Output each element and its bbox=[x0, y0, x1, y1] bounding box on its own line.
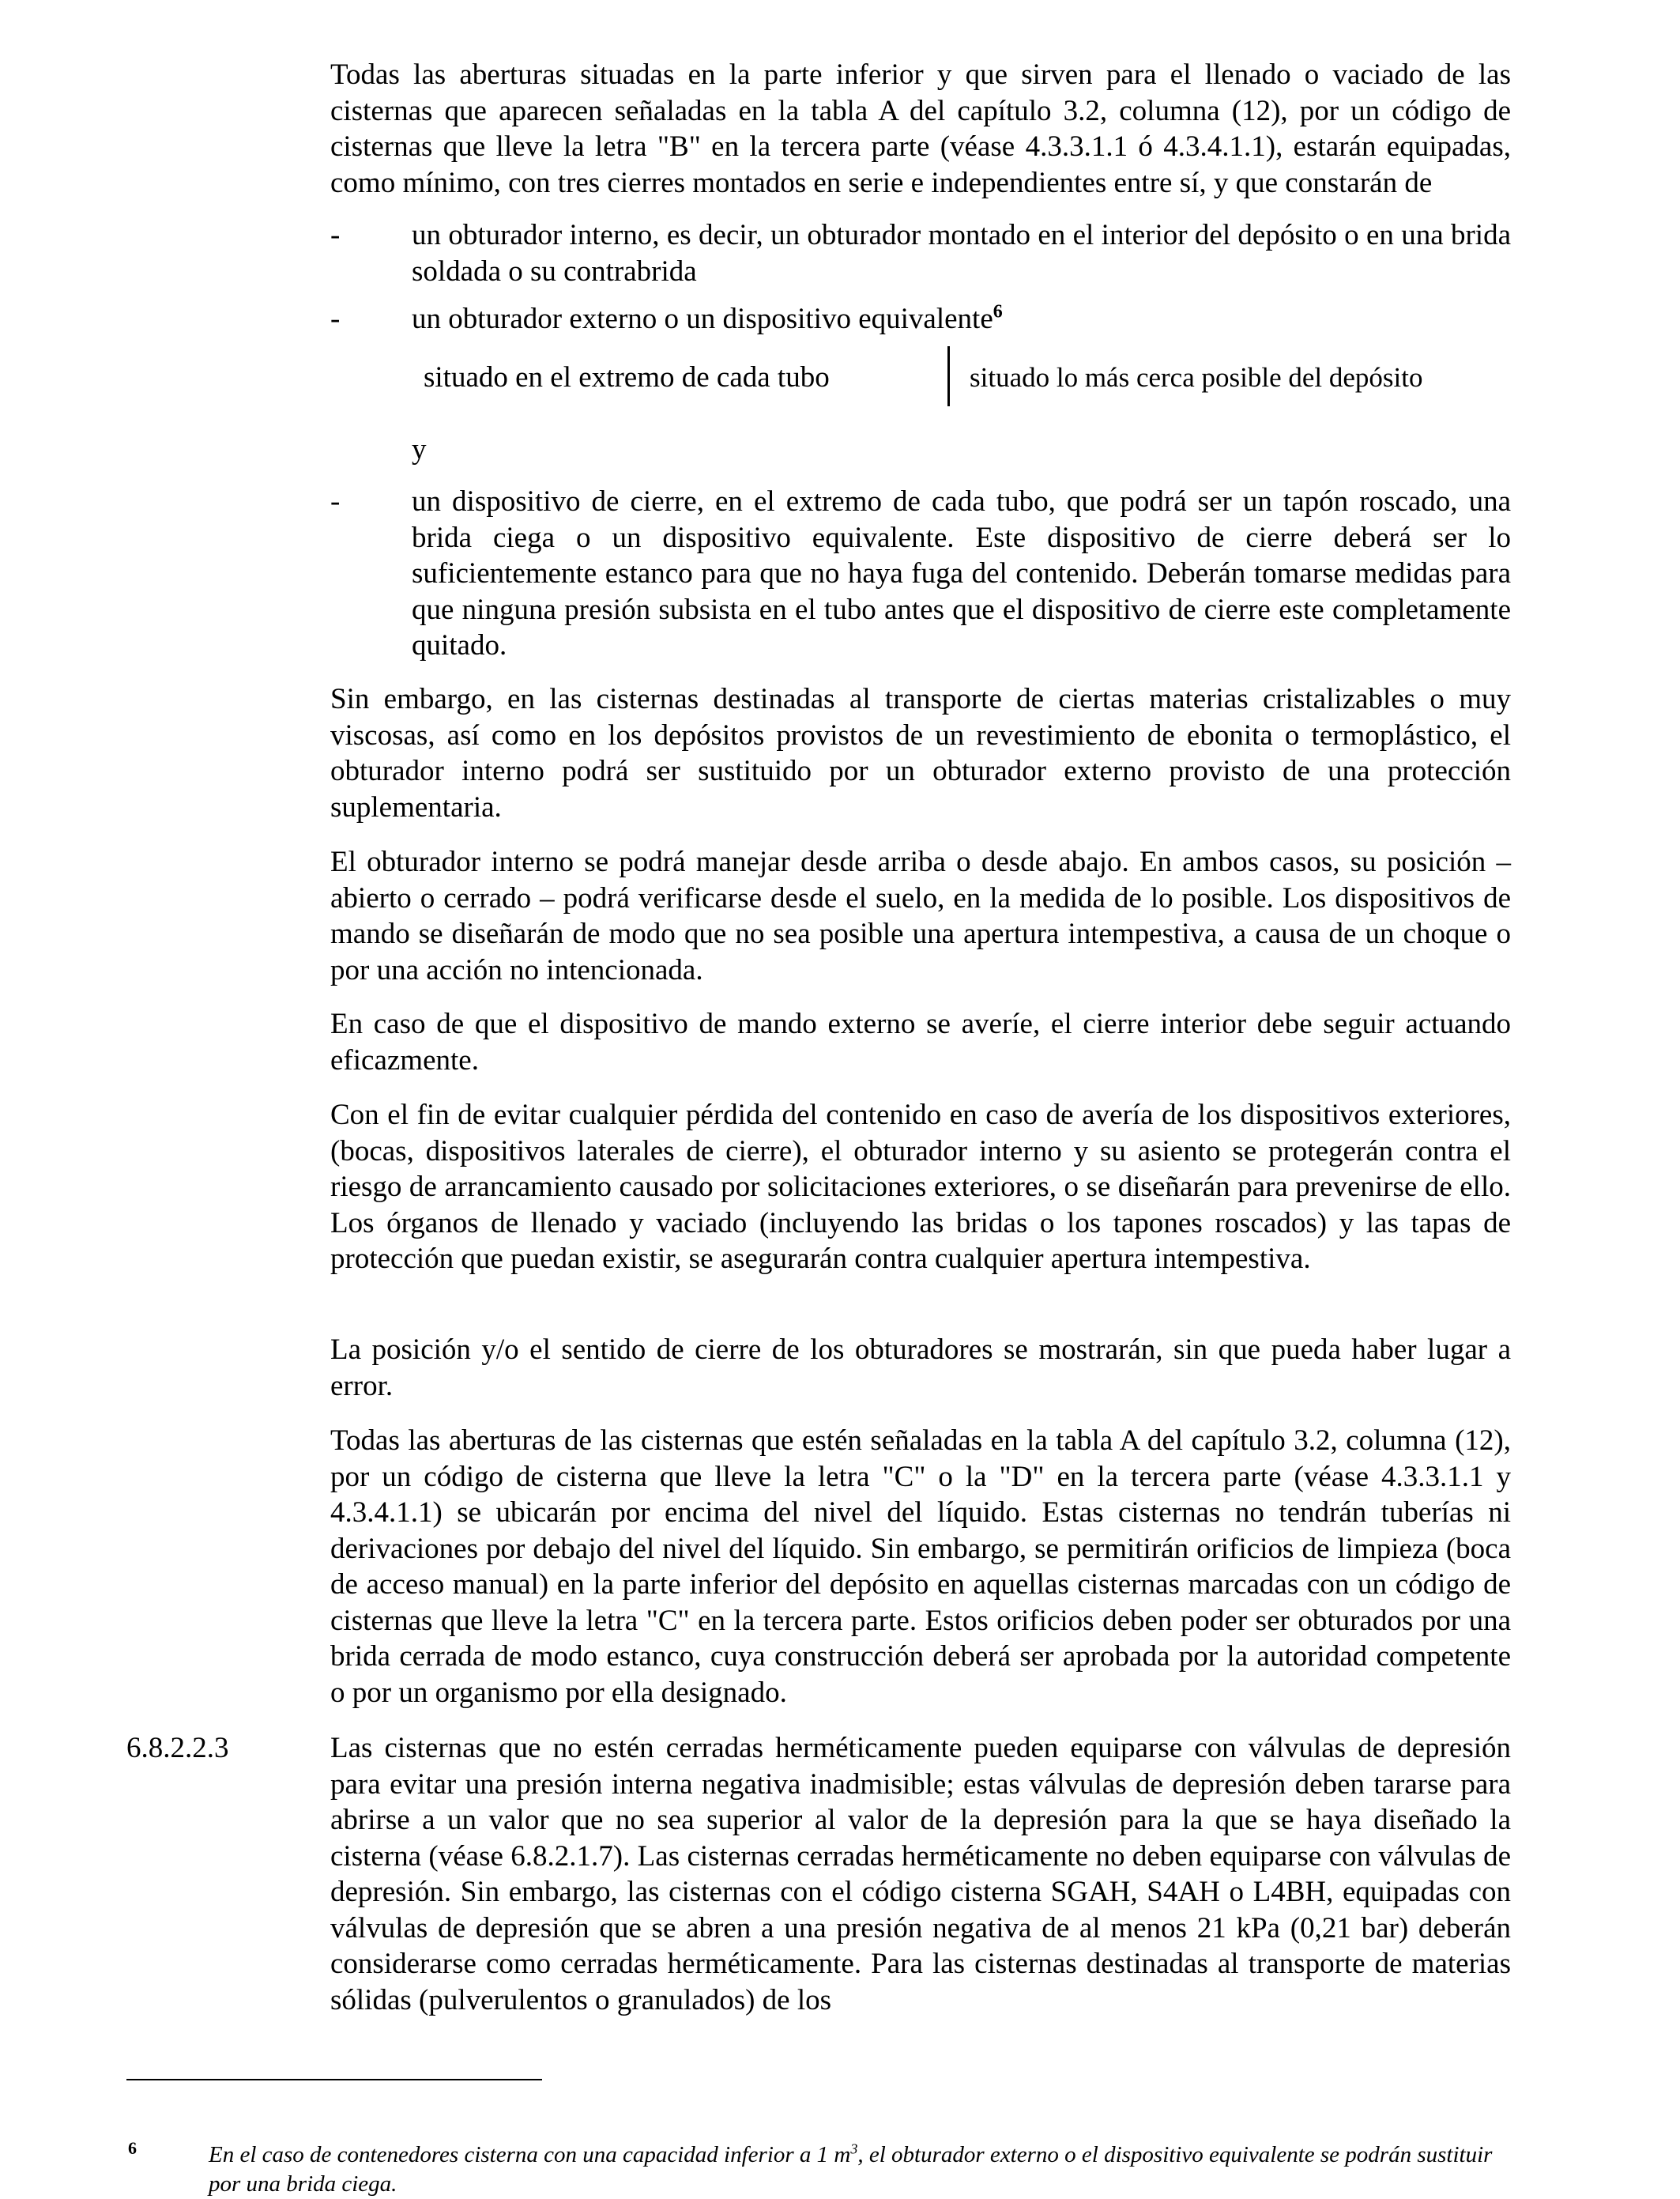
footnote-number: 6 bbox=[128, 2138, 137, 2158]
bullet-obturador-externo bbox=[412, 301, 1511, 338]
bullet-dash: - bbox=[330, 219, 341, 251]
paragraph-valvulas-depresion: Las cisternas que no estén cerradas herméticamente pueden equiparse con válvulas de depresión para evitar una presión interna negativa inadmisible; estas válvulas de depresión deben tararse para abrirse a un valor que no sea superior al valor de la depresión para la que se haya diseñado la cisterna (véase 6.8.2.1.7). Las cisternas cerradas herméticamente no deben equiparse con válvulas de depresión. Sin embargo, las cisternas con el código cisterna SGAH, S4AH o L4BH, equipadas con válvulas de depresión que se abren a una presión negativa de al menos 21 kPa (0,21 bar) deberán considerarse como cerradas herméticamente. Para las cisternas destinadas al transporte de materias sólidas (pulverulentos o granulados) de los bbox=[330, 1732, 1511, 2016]
footnote-text bbox=[209, 2141, 1512, 2199]
paragraph-aberturas-inferiores: Todas las aberturas situadas en la parte inferior y que sirven para el llenado o vaciado de las cisternas que aparecen señaladas en la tabla A del capítulo 3.2, columna (12), por un código de cisternas que lleve la letra "B" en la tercera parte (véase 4.3.3.1.1 ó 4.3.4.1.1), estarán equipadas, como mínimo, con tres cierres montados en serie e independientes entre sí, y que constarán de bbox=[330, 58, 1511, 199]
bullet-dash: - bbox=[330, 485, 341, 518]
paragraph-obturador-interno: El obturador interno se podrá manejar desde arriba o desde abajo. En ambos casos, su posición – abierto o cerrado – podrá verificarse desde el suelo, en la medida de lo posible. Los dispositivos de mando se diseñarán de modo que no sea posible una apertura intempestiva, a causa de un choque o por una acción no intencionada. bbox=[330, 846, 1511, 986]
section-number: 6.8.2.2.3 bbox=[126, 1732, 229, 1764]
footnote-text-a: En el caso de contenedores cisterna con una capacidad inferior a 1 m bbox=[209, 2142, 851, 2167]
paragraph-evitar-perdida: Con el fin de evitar cualquier pérdida del contenido en caso de avería de los dispositivos exteriores, (bocas, dispositivos laterales de cierre), el obturador interno y su asiento se protegerán contra el riesgo de arrancamiento causado por solicitaciones exteriores, o se diseñarán para prevenirse de ello. Los órganos de llenado y vaciado (incluyendo las bridas o los tapones roscados) y las tapas de protección que puedan existir, se asegurarán contra cualquier apertura intempestiva. bbox=[330, 1099, 1511, 1275]
bullet-obturador-interno: un obturador interno, es decir, un obturador montado en el interior del depósito o en una brida soldada o su contrabrida bbox=[412, 219, 1511, 288]
paragraph-posicion-cierre: La posición y/o el sentido de cierre de los obturadores se mostrarán, sin que pueda haber lugar a error. bbox=[330, 1333, 1511, 1402]
paragraph-dispositivo-mando: En caso de que el dispositivo de mando externo se averíe, el cierre interior debe seguir actuando eficazmente. bbox=[330, 1008, 1511, 1077]
paragraph-aberturas-c-d: Todas las aberturas de las cisternas que estén señaladas en la tabla A del capítulo 3.2, columna (12), por un código de cisterna que lleve la letra "C" o la "D" en la tercera parte (véase 4.3.3.1.1 y 4.3.4.1.1) se ubicarán por encima del nivel del líquido. Estas cisternas no tendrán tuberías ni derivaciones por debajo del nivel del líquido. Sin embargo, se permitirán orificios de limpieza (boca de acceso manual) en la parte inferior del depósito en aquellas cisternas marcadas con un código de cisternas que lleve la letra "C" en la tercera parte. Estos orificios deben poder ser obturados por una brida cerrada de modo estanco, cuya construcción deberá ser aprobada por la autoridad competente o por un organismo por ella designado. bbox=[330, 1424, 1511, 1709]
bullet-dispositivo-cierre: un dispositivo de cierre, en el extremo de cada tubo, que podrá ser un tapón roscado, una brida ciega o un dispositivo equivalente. Este dispositivo de cierre deberá ser lo suficientemente estanco para que no haya fuga del contenido. Deberán tomarse medidas para que ninguna presión subsista en el tubo antes que el dispositivo de cierre este completamente quitado. bbox=[412, 485, 1511, 662]
bullet-obturador-externo-text: un obturador externo o un dispositivo equivalente bbox=[412, 303, 993, 335]
bullet-dash: - bbox=[330, 303, 341, 335]
footnote-superscript: 3 bbox=[850, 2141, 858, 2157]
option-extremo-tubo: situado en el extremo de cada tubo bbox=[424, 361, 830, 394]
footnote-reference: 6 bbox=[993, 301, 1003, 322]
footnote-text-b: , el obturador externo o el dispositivo equivalente se podrán sustituir por una brida ciega. bbox=[209, 2142, 1493, 2197]
option-cerca-deposito: situado lo más cerca posible del depósito bbox=[970, 362, 1423, 393]
option-divider bbox=[947, 346, 950, 406]
paragraph-sin-embargo: Sin embargo, en las cisternas destinadas al transporte de ciertas materias cristalizables o muy viscosas, así como en los depósitos provistos de un revestimiento de ebonita o termoplástico, el obturador interno podrá ser sustituido por un obturador externo provisto de una protección suplementaria. bbox=[330, 683, 1511, 824]
conjunction-y: y bbox=[412, 433, 427, 466]
footnote-separator bbox=[126, 2079, 542, 2080]
